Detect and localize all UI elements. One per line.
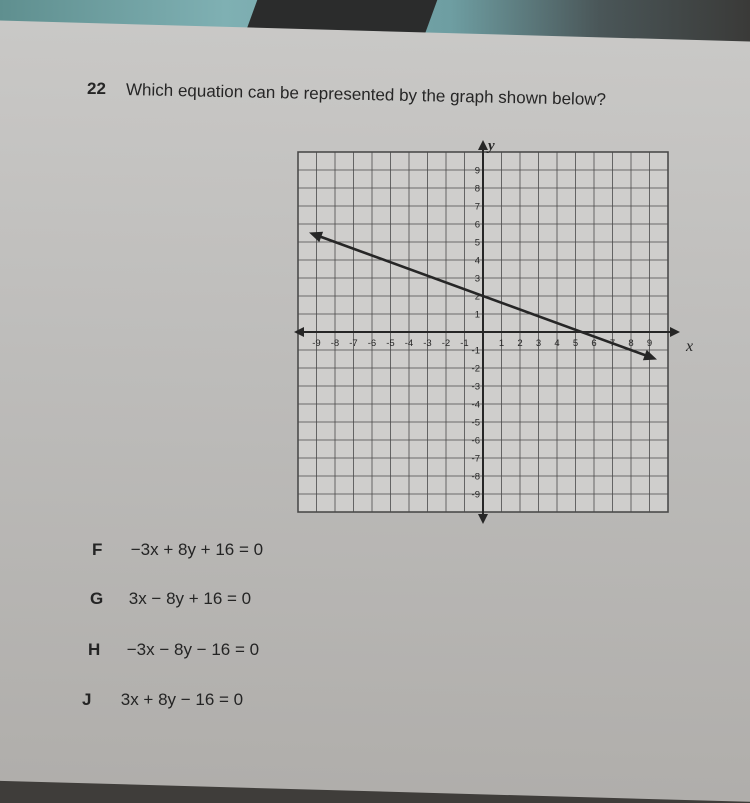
x-tick-label: 8 <box>628 338 634 349</box>
y-tick-label: -3 <box>471 381 480 393</box>
x-tick-label: -7 <box>349 338 358 349</box>
x-tick-label: 9 <box>646 338 653 349</box>
question-text: Which equation can be represented by the graph shown below? <box>125 80 607 110</box>
x-axis-arrow-right <box>670 327 680 337</box>
y-tick-label: 3 <box>474 273 480 285</box>
y-tick-label: 2 <box>474 291 480 303</box>
answer-equation: −3x − 8y − 16 = 0 <box>126 640 260 659</box>
y-tick-label: -5 <box>471 417 480 429</box>
y-axis-arrow-up <box>478 140 488 150</box>
x-tick-label: -3 <box>423 338 432 349</box>
y-tick-label: 1 <box>474 309 480 321</box>
answer-choice-h[interactable] <box>88 640 259 660</box>
x-tick-label: -1 <box>460 338 469 349</box>
x-tick-label: -4 <box>404 338 414 349</box>
x-tick-label: -6 <box>367 338 377 349</box>
y-tick-label: -6 <box>471 435 480 447</box>
answer-choice-j[interactable] <box>82 690 243 710</box>
x-tick-label: 5 <box>572 338 579 349</box>
answer-letter: F <box>92 540 103 559</box>
answer-equation: 3x − 8y + 16 = 0 <box>128 589 252 608</box>
x-tick-label: 1 <box>498 338 505 349</box>
y-tick-label: 9 <box>474 165 480 177</box>
answer-letter: H <box>88 640 101 659</box>
answer-equation: −3x + 8y + 16 = 0 <box>130 540 264 559</box>
y-tick-label: 5 <box>474 237 480 249</box>
x-tick-label: 2 <box>517 338 523 349</box>
answer-equation: 3x + 8y − 16 = 0 <box>120 690 244 709</box>
y-tick-label: -2 <box>471 363 480 375</box>
x-tick-label: -9 <box>312 338 321 349</box>
x-tick-label: 4 <box>554 338 560 349</box>
answer-letter: J <box>82 690 92 709</box>
y-tick-label: -7 <box>471 453 480 465</box>
y-tick-label: -9 <box>471 489 480 501</box>
y-tick-label: -4 <box>471 399 480 411</box>
x-tick-label: -5 <box>386 338 395 349</box>
y-tick-label: -1 <box>471 345 480 357</box>
y-tick-label: 6 <box>474 219 480 231</box>
x-tick-label: -8 <box>330 338 340 349</box>
x-tick-label: -2 <box>441 338 451 349</box>
x-axis-label: x <box>686 338 694 355</box>
answer-choice-f[interactable] <box>92 540 263 560</box>
y-axis-arrow-down <box>478 514 488 524</box>
answer-letter: G <box>90 589 104 608</box>
x-tick-label: 3 <box>535 338 542 349</box>
answer-choice-g[interactable] <box>90 589 251 609</box>
coordinate-graph <box>288 136 708 526</box>
y-axis-label: y <box>488 138 495 154</box>
y-tick-label: 8 <box>474 183 480 195</box>
y-tick-label: 7 <box>474 201 480 213</box>
question-number: 22 <box>87 79 106 98</box>
y-tick-label: 4 <box>474 255 480 267</box>
x-tick-label: 6 <box>591 338 597 349</box>
y-tick-label: -8 <box>471 471 480 483</box>
